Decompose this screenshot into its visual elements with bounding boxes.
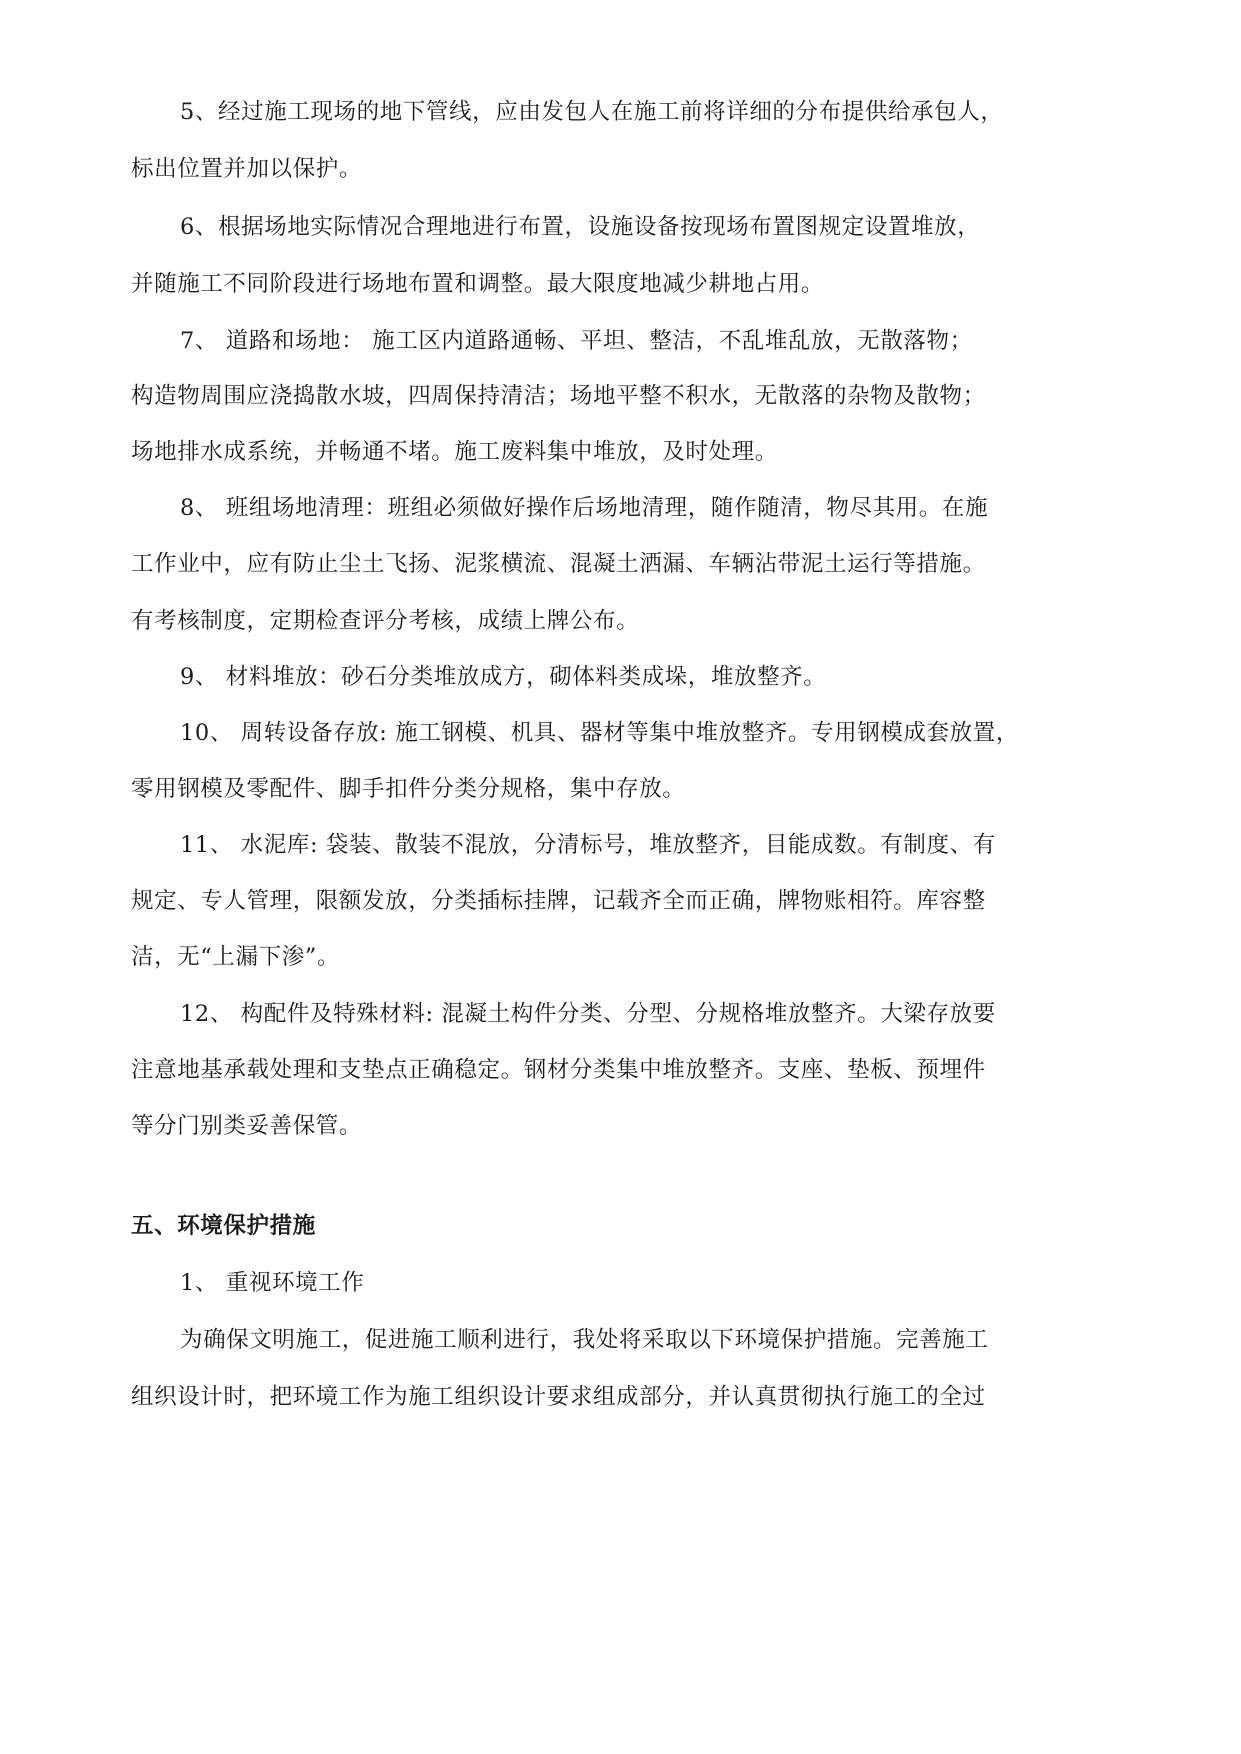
paragraph-12-line-2: 注意地基承载处理和支垫点正确稳定。钢材分类集中堆放整齐。支座、垫板、预埋件 [131, 1057, 986, 1083]
paragraph-8-line-3: 有考核制度，定期检查评分考核，成绩上牌公布。 [131, 608, 640, 634]
paragraph-10-line-1: 10、 周转设备存放: 施工钢模、机具、器材等集中堆放整齐。专用钢模成套放置， [180, 720, 1019, 746]
paragraph-5-line-2: 标出位置并加以保护。 [131, 156, 363, 182]
closing-paragraph-line-2: 组织设计时，把环境工作为施工组织设计要求组成部分，并认真贯彻执行施工的全过 [131, 1384, 986, 1410]
paragraph-6-line-1: 6、根据场地实际情况合理地进行布置，设施设备按现场布置图规定设置堆放， [180, 214, 981, 240]
paragraph-12-line-3: 等分门别类妥善保管。 [131, 1113, 363, 1139]
subheading: 1、 重视环境工作 [180, 1270, 365, 1296]
paragraph-6-line-2: 并随施工不同阶段进行场地布置和调整。最大限度地减少耕地占用。 [131, 271, 825, 297]
paragraph-11-line-3: 洁，无“上漏下渗”。 [131, 944, 341, 970]
paragraph-8-line-2: 工作业中，应有防止尘土飞扬、泥浆横流、混凝土洒漏、车辆沾带泥土运行等措施。 [131, 551, 986, 577]
paragraph-11-line-2: 规定、专人管理，限额发放，分类插标挂牌，记载齐全而正确，牌物账相符。库容整 [131, 888, 986, 914]
paragraph-9-line-1: 9、 材料堆放：砂石分类堆放成方，砌体料类成垛，堆放整齐。 [180, 664, 827, 690]
paragraph-5-line-1: 5、经过施工现场的地下管线，应由发包人在施工前将详细的分布提供给承包人， [180, 99, 1004, 125]
closing-paragraph-line-1: 为确保文明施工，促进施工顺利进行，我处将采取以下环境保护措施。完善施工 [180, 1327, 989, 1353]
paragraph-12-line-1: 12、 构配件及特殊材料: 混凝土构件分类、分型、分规格堆放整齐。大梁存放要 [180, 1001, 996, 1027]
paragraph-7-line-3: 场地排水成系统，并畅通不堵。施工废料集中堆放，及时处理。 [131, 439, 778, 465]
paragraph-11-line-1: 11、 水泥库: 袋装、散装不混放，分清标号，堆放整齐，目能成数。有制度、有 [180, 832, 996, 858]
paragraph-7-line-2: 构造物周围应浇捣散水坡，四周保持清洁；场地平整不积水，无散落的杂物及散物； [131, 383, 986, 409]
section-heading: 五、环境保护措施 [131, 1213, 316, 1239]
paragraph-10-line-2: 零用钢模及零配件、脚手扣件分类分规格，集中存放。 [131, 776, 686, 802]
paragraph-8-line-1: 8、 班组场地清理：班组必须做好操作后场地清理，随作随清，物尽其用。在施 [180, 495, 989, 521]
paragraph-7-line-1: 7、 道路和场地： 施工区内道路通畅、平坦、整洁，不乱堆乱放，无散落物； [180, 328, 973, 354]
